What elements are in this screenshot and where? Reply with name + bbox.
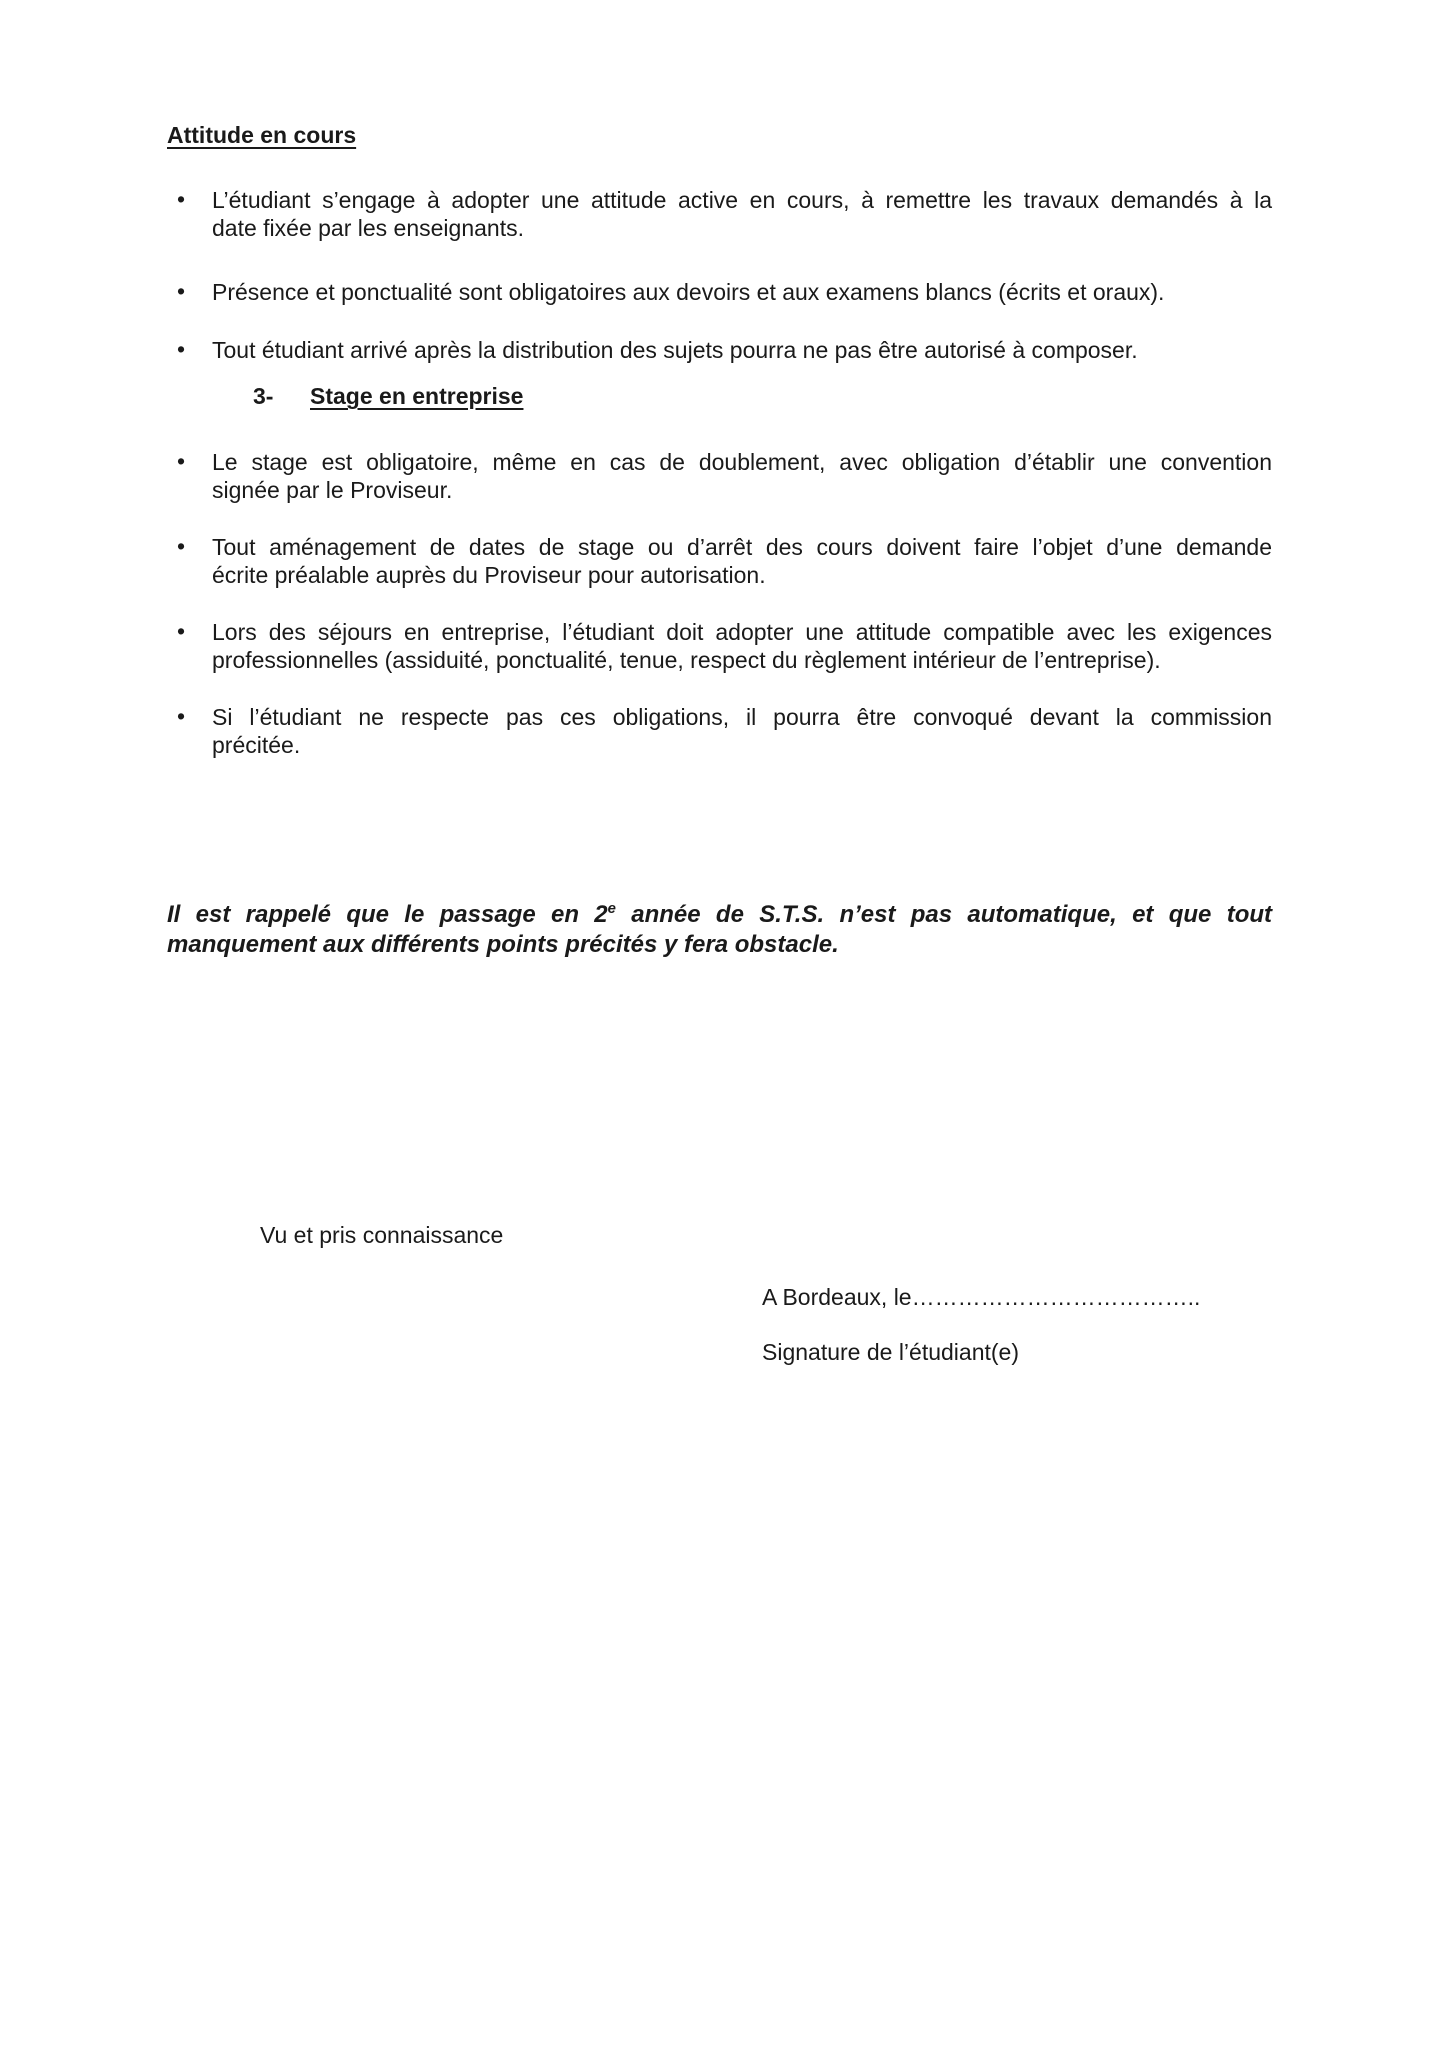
bullet-marker-icon: • xyxy=(177,336,186,362)
bullet-marker-icon: • xyxy=(177,186,186,212)
bullet-item xyxy=(177,336,1272,364)
attitude-section-heading: Attitude en cours xyxy=(167,122,357,148)
notice-line: manquement aux différents points précités y fera obstacle. xyxy=(167,931,839,958)
promotion-notice xyxy=(167,900,1272,960)
notice-superscript: e xyxy=(607,901,616,917)
bullet-item xyxy=(177,448,1272,504)
bullet-marker-icon: • xyxy=(177,618,186,644)
signature-label: Signature de l’étudiant(e) xyxy=(762,1339,1019,1365)
bullet-line: Tout aménagement de dates de stage ou d’arrêt des cours doivent faire l’objet d’une demande xyxy=(212,534,1272,560)
bullet-marker-icon: • xyxy=(177,533,186,559)
place-date-line: A Bordeaux, le……………………………….. xyxy=(762,1284,1201,1310)
acknowledgement-text: Vu et pris connaissance xyxy=(260,1222,504,1248)
notice-line xyxy=(167,900,1272,930)
bullet-line: précitée. xyxy=(212,732,301,758)
bullet-item xyxy=(177,186,1272,242)
bullet-item xyxy=(177,703,1272,759)
bullet-line: date fixée par les enseignants. xyxy=(212,215,524,241)
bullet-line: Si l’étudiant ne respecte pas ces obligations, il pourra être convoqué devant la commission xyxy=(212,704,1272,730)
bullet-marker-icon: • xyxy=(177,448,186,474)
bullet-line: signée par le Proviseur. xyxy=(212,477,453,503)
bullet-line: Le stage est obligatoire, même en cas de doublement, avec obligation d’établir une convention xyxy=(212,449,1272,475)
bullet-line: Lors des séjours en entreprise, l’étudiant doit adopter une attitude compatible avec les exigences xyxy=(212,619,1272,645)
bullet-line: Tout étudiant arrivé après la distribution des sujets pourra ne pas être autorisé à composer. xyxy=(212,337,1138,363)
stage-section-heading: Stage en entreprise xyxy=(310,383,524,409)
notice-text-start: Il est rappelé que le passage en 2 xyxy=(167,901,608,928)
stage-section-number: 3- xyxy=(253,383,274,409)
bullet-item xyxy=(177,618,1272,674)
bullet-marker-icon: • xyxy=(177,703,186,729)
bullet-line: professionnelles (assiduité, ponctualité, tenue, respect du règlement intérieur de l’entreprise). xyxy=(212,647,1161,673)
notice-text-end: année de S.T.S. n’est pas automatique, et que tout xyxy=(615,901,1273,928)
bullet-line: L’étudiant s’engage à adopter une attitude active en cours, à remettre les travaux demandés à la xyxy=(212,187,1272,213)
bullet-item xyxy=(177,278,1272,306)
bullet-line: écrite préalable auprès du Proviseur pour autorisation. xyxy=(212,562,766,588)
bullet-item xyxy=(177,533,1272,589)
bullet-marker-icon: • xyxy=(177,278,186,304)
bullet-line: Présence et ponctualité sont obligatoires aux devoirs et aux examens blancs (écrits et oraux). xyxy=(212,279,1165,305)
